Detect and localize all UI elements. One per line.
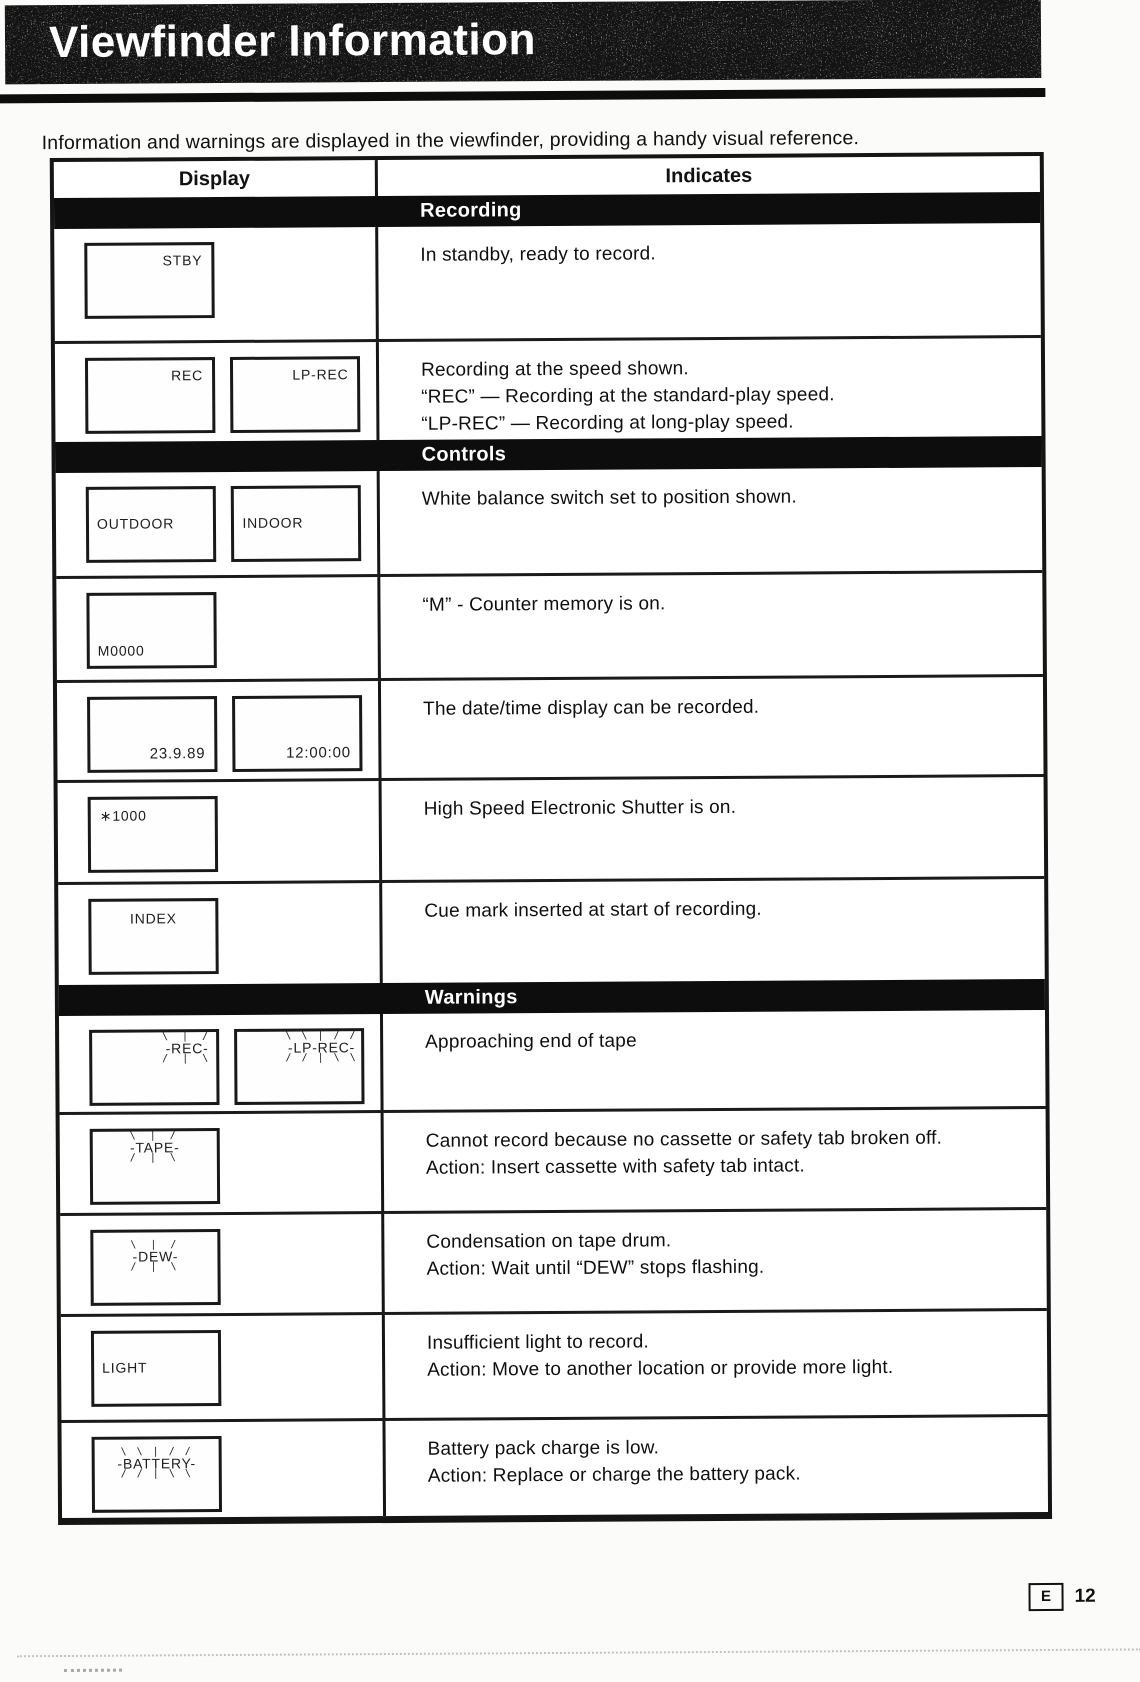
viewfinder-indicator: INDEX [129,910,177,927]
viewfinder-indicator: INDOOR [242,514,304,531]
indicates-cell [382,879,1045,983]
viewfinder-indicator: OUTDOOR [96,515,175,532]
indicates-text: The date/time display can be recorded. [423,696,760,720]
viewfinder-box [91,1330,221,1407]
display-cell [58,883,383,985]
table-row [61,1308,1048,1420]
edition-mark: E [1028,1583,1063,1611]
viewfinder-indicator: 12:00:00 [285,744,351,762]
table-row [57,674,1044,780]
flashing-indicator [93,1241,217,1272]
flashing-indicator [285,1032,357,1062]
indicates-text: Insufficient light to record. [426,1331,650,1354]
flashing-indicator [162,1033,212,1063]
viewfinder-box [86,592,216,669]
indicates-text: Cannot record because no cassette or safety tab broken off. [425,1127,943,1152]
indicates-text: Action: Replace or charge the battery pack. [427,1463,801,1487]
indicates-text: In standby, ready to record. [420,243,656,266]
viewfinder-box [90,1128,220,1205]
viewfinder-indicator: REC [171,367,204,384]
flash-rays-icon [285,1054,357,1062]
viewfinder-box [88,796,218,873]
section-title: Recording [420,199,522,222]
indicates-cell [384,1109,1047,1211]
page-number: 12 [1074,1585,1096,1607]
table-row [55,335,1042,442]
display-cell [57,681,382,780]
viewfinder-indicator: LIGHT [102,1359,148,1376]
viewfinder-indicator: STBY [162,252,203,269]
indicates-text: Approaching end of tape [425,1030,637,1053]
table-row [61,1414,1048,1518]
viewfinder-box [90,1229,220,1306]
viewfinder-table [50,152,1052,1525]
table-row [58,876,1045,985]
indicates-text: White balance switch set to position shown. [421,486,797,510]
indicates-cell [381,677,1044,778]
viewfinder-box [232,695,362,772]
display-cell [58,781,383,882]
viewfinder-box [86,486,216,563]
table-header-row [54,156,1040,198]
viewfinder-indicator: -TAPE- [129,1139,180,1156]
indicates-text: Action: Insert cassette with safety tab intact. [425,1155,806,1179]
indicates-text: Condensation on tape drum. [426,1230,672,1253]
indicates-text: Recording at the speed shown. [420,358,689,381]
viewfinder-indicator: LP-REC [292,366,349,383]
table-row [60,1106,1047,1213]
table-row [58,774,1045,882]
table-row [56,467,1043,576]
indicates-text: “LP-REC” — Recording at long-play speed. [421,411,794,435]
viewfinder-indicator: -LP-REC- [287,1039,356,1056]
viewfinder-indicator: ∗1000 [99,807,147,824]
indicates-cell [385,1311,1048,1418]
scan-artifact-mark [64,1669,122,1672]
display-cell [54,227,379,341]
display-cell [60,1113,385,1213]
viewfinder-box [89,1029,219,1106]
indicates-text: Action: Move to another location or provide more light. [427,1356,894,1381]
indicates-text: “M” - Counter memory is on. [422,593,666,616]
table-row [54,223,1041,341]
indicates-cell [384,1210,1047,1312]
intro-text: Information and warnings are displayed in the viewfinder, providing a handy visual reference. [41,126,860,154]
display-cell [55,342,380,442]
flashing-indicator [93,1132,217,1163]
table-row [60,1207,1047,1314]
display-cell [56,577,381,680]
header-rule [0,88,1045,103]
display-cell [59,1014,384,1112]
display-column-header: Display [54,160,378,198]
viewfinder-box [231,485,361,562]
indicates-cell [380,467,1043,574]
indicates-cell [382,777,1045,880]
page-header-bar [5,0,1041,84]
indicates-cell [379,338,1042,440]
indicates-text: Action: Wait until “DEW” stops flashing. [426,1256,765,1280]
scan-artifact-line [17,1648,1140,1657]
page-footer [1028,1583,1095,1611]
viewfinder-indicator: -DEW- [132,1248,179,1265]
indicates-text: High Speed Electronic Shutter is on. [423,796,737,820]
indicates-cell [380,573,1043,678]
flashing-indicator [95,1448,219,1479]
viewfinder-indicator: -BATTERY- [117,1455,197,1472]
table-row [56,570,1043,680]
indicates-text: Cue mark inserted at start of recording. [424,898,762,922]
indicates-cell [378,223,1041,339]
viewfinder-box [88,898,218,975]
viewfinder-box [230,356,360,433]
flash-rays-icon [130,1154,180,1162]
indicates-column-header: Indicates [665,164,753,187]
viewfinder-box [85,357,215,434]
viewfinder-indicator: -REC- [165,1040,209,1057]
section-title: Controls [421,443,507,466]
display-cell [61,1315,386,1420]
viewfinder-box [87,696,217,773]
table-row [59,1010,1046,1112]
indicates-cell [383,1010,1046,1110]
display-cell [60,1214,385,1314]
viewfinder-indicator: 23.9.89 [149,745,206,763]
display-cell [61,1421,386,1518]
viewfinder-indicator: M0000 [97,642,145,659]
indicates-text: Battery pack charge is low. [427,1437,660,1460]
flash-rays-icon [130,1263,180,1271]
display-cell [56,471,381,576]
viewfinder-box [92,1436,222,1513]
page-title: Viewfinder Information [48,15,537,68]
indicates-cell [385,1417,1048,1516]
viewfinder-box [235,1028,365,1105]
indicates-text: “REC” — Recording at the standard-play speed. [421,384,835,408]
flash-rays-icon [162,1055,212,1063]
flash-rays-icon [121,1470,193,1478]
viewfinder-box [84,242,214,319]
section-title: Warnings [424,986,518,1009]
